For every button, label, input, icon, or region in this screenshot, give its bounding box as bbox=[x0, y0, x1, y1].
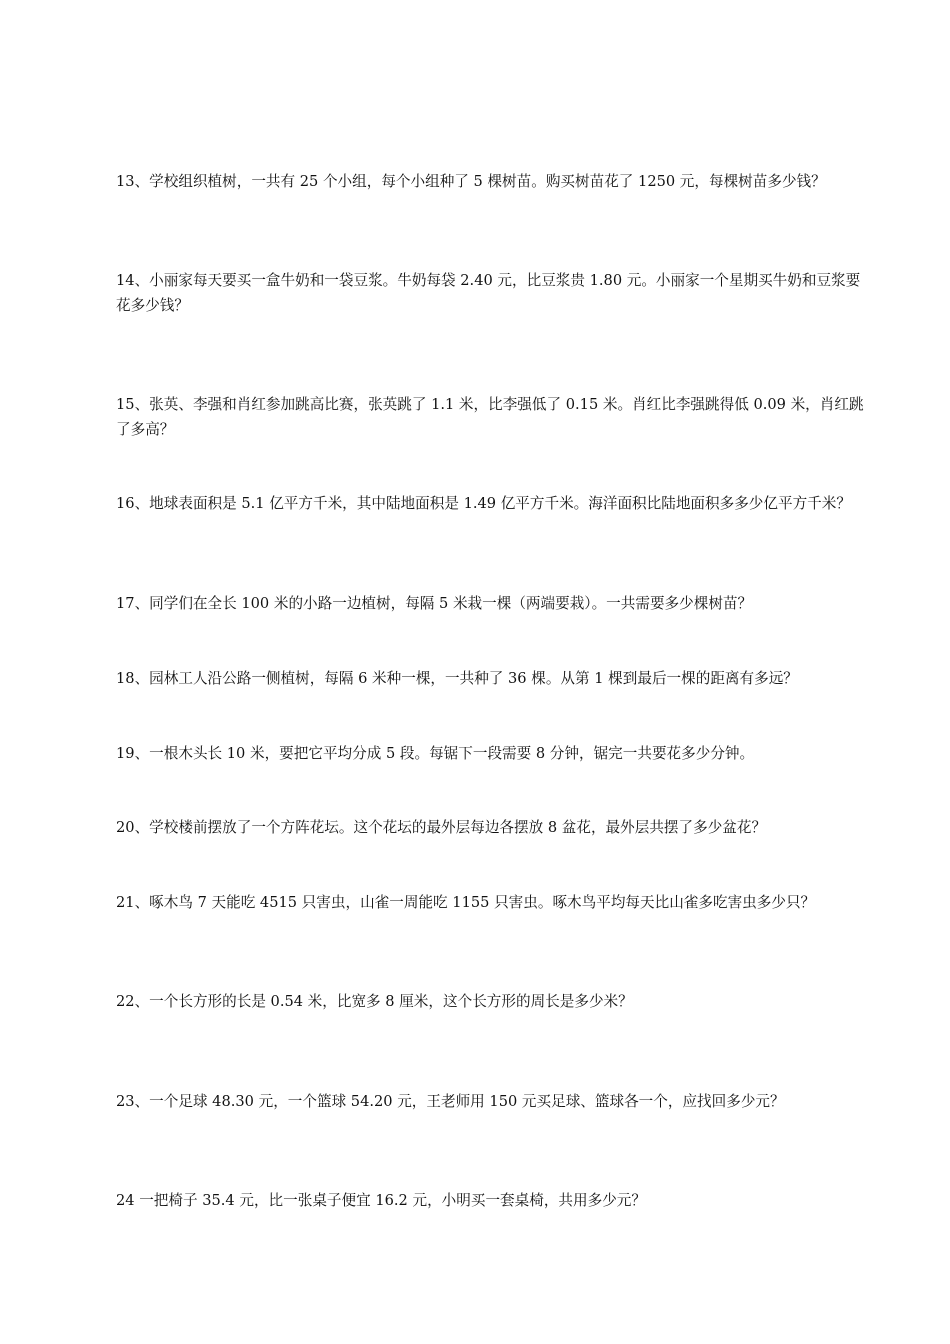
question-22: 22、一个长方形的长是 0.54 米，比宽多 8 厘米，这个长方形的周长是多少米？ bbox=[116, 993, 633, 1010]
question-21: 21、啄木鸟 7 天能吃 4515 只害虫，山雀一周能吃 1155 只害虫。啄木鸟平均每天比山雀多吃害虫多少只？ bbox=[116, 894, 816, 911]
question-23: 23、一个足球 48.30 元，一个篮球 54.20 元，王老师用 150 元买足球、篮球各一个，应找回多少元？ bbox=[116, 1093, 785, 1110]
question-20: 20、学校楼前摆放了一个方阵花坛。这个花坛的最外层每边各摆放 8 盆花，最外层共摆了多少盆花？ bbox=[116, 819, 767, 836]
question-13: 13、学校组织植树，一共有 25 个小组，每个小组种了 5 棵树苗。购买树苗花了 1250 元，每棵树苗多少钱？ bbox=[116, 173, 826, 190]
question-16: 16、地球表面积是 5.1 亿平方千米，其中陆地面积是 1.49 亿平方千米。海洋面积比陆地面积多多少亿平方千米？ bbox=[116, 495, 851, 512]
question-19: 19、一根木头长 10 米，要把它平均分成 5 段。每锯下一段需要 8 分钟，锯完一共要花多少分钟。 bbox=[116, 745, 755, 762]
question-14: 14、小丽家每天要买一盒牛奶和一袋豆浆。牛奶每袋 2.40 元，比豆浆贵 1.80 元。小丽家一个星期买牛奶和豆浆要花多少钱？ bbox=[116, 272, 861, 314]
question-24: 24 一把椅子 35.4 元，比一张桌子便宜 16.2 元，小明买一套桌椅，共用多少元？ bbox=[116, 1192, 646, 1209]
question-18: 18、园林工人沿公路一侧植树，每隔 6 米种一棵，一共种了 36 棵。从第 1 棵到最后一棵的距离有多远？ bbox=[116, 670, 798, 687]
question-17: 17、同学们在全长 100 米的小路一边植树，每隔 5 米栽一棵（两端要栽）。一共需要多少棵树苗？ bbox=[116, 595, 753, 612]
question-15: 15、张英、李强和肖红参加跳高比赛，张英跳了 1.1 米，比李强低了 0.15 米。肖红比李强跳得低 0.09 米，肖红跳了多高？ bbox=[116, 396, 864, 438]
